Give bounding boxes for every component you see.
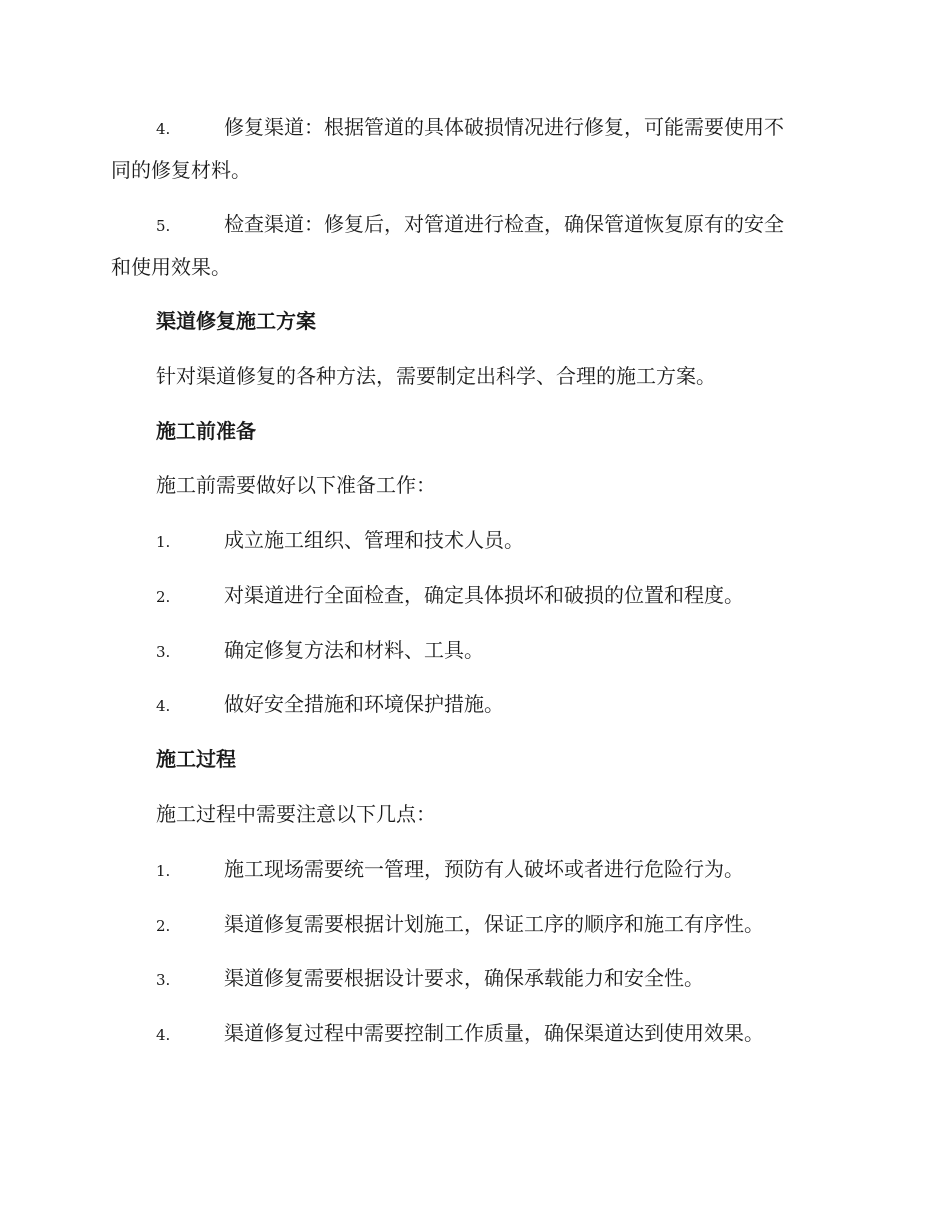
list-text-continuation: 和使用效果。 (111, 255, 231, 279)
section-heading-text: 施工前准备 (156, 419, 256, 443)
list-text: 施工现场需要统一管理，预防有人破坏或者进行危险行为。 (224, 857, 744, 881)
list-text: 检查渠道：修复后，对管道进行检查，确保管道恢复原有的安全 (224, 212, 784, 236)
section-heading-text: 渠道修复施工方案 (156, 309, 316, 333)
list-number: 4. (156, 1026, 171, 1044)
list-text: 修复渠道：根据管道的具体破损情况进行修复，可能需要使用不 (224, 115, 784, 139)
list-text: 成立施工组织、管理和技术人员。 (224, 528, 524, 552)
list-text: 渠道修复需要根据设计要求，确保承载能力和安全性。 (224, 966, 704, 990)
list-text: 渠道修复过程中需要控制工作质量，确保渠道达到使用效果。 (224, 1021, 764, 1045)
list-text: 对渠道进行全面检查，确定具体损坏和破损的位置和程度。 (224, 583, 744, 607)
section-heading-text: 施工过程 (156, 747, 236, 771)
paragraph-text: 施工前需要做好以下准备工作： (156, 473, 436, 497)
list-text-continuation: 同的修复材料。 (111, 158, 251, 182)
paragraph-text: 针对渠道修复的各种方法，需要制定出科学、合理的施工方案。 (156, 364, 716, 388)
list-number: 4. (156, 697, 171, 715)
list-number: 1. (156, 862, 171, 880)
list-number: 2. (156, 588, 171, 606)
list-text: 确定修复方法和材料、工具。 (224, 638, 484, 662)
list-text: 渠道修复需要根据计划施工，保证工序的顺序和施工有序性。 (224, 912, 764, 936)
list-number: 3. (156, 643, 171, 661)
list-number: 2. (156, 917, 171, 935)
list-number: 4. (156, 120, 171, 138)
list-number: 5. (156, 217, 171, 235)
paragraph-text: 施工过程中需要注意以下几点： (156, 802, 436, 826)
list-number: 3. (156, 971, 171, 989)
list-number: 1. (156, 533, 171, 551)
list-text: 做好安全措施和环境保护措施。 (224, 692, 504, 716)
